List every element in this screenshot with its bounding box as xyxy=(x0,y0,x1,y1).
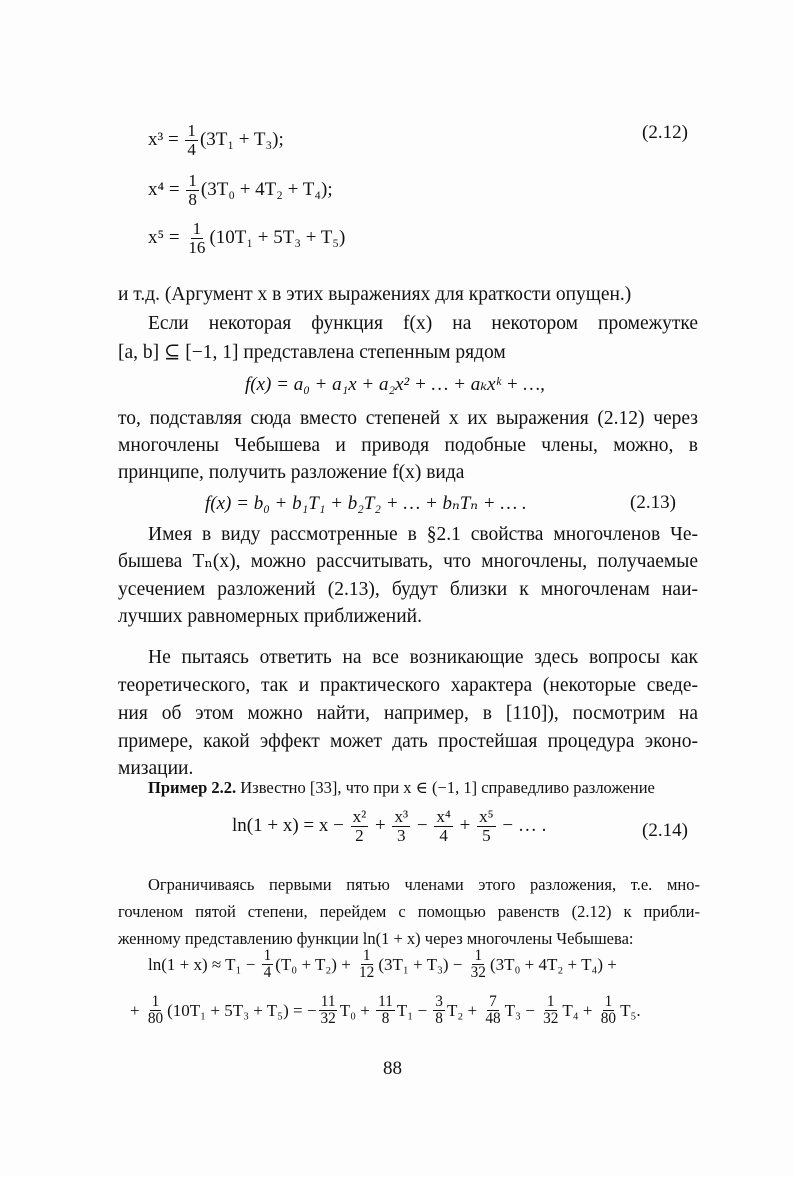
equation-term: x³ = xyxy=(148,129,184,151)
page-number: 88 xyxy=(383,1058,402,1079)
equation-term: + xyxy=(370,815,391,837)
fraction-numerator: x⁴ xyxy=(436,807,451,826)
fraction-denominator: 16 xyxy=(188,237,206,257)
fraction-denominator: 4 xyxy=(187,139,196,159)
fraction xyxy=(483,994,502,1027)
equation-x3 xyxy=(148,122,284,159)
fraction-denominator: 3 xyxy=(397,825,406,845)
fraction-denominator: 8 xyxy=(435,1010,443,1028)
equation-x4 xyxy=(148,172,333,209)
equation-2-13 xyxy=(205,492,527,515)
text-line: мизации. xyxy=(118,758,194,779)
fraction xyxy=(434,808,453,845)
equation-number: (2.14) xyxy=(642,820,688,841)
equation-term: − … . xyxy=(497,815,547,837)
fraction-denominator: 2 xyxy=(355,825,364,845)
example-text: Известно [33], что при x ∈ (−1, 1] справедливо разложение xyxy=(240,778,655,797)
fraction-numerator: 1 xyxy=(188,171,197,190)
equation-number: (2.13) xyxy=(630,492,676,513)
text-line: усечением разложений (2.13), будут близки к многочленам наи- xyxy=(118,579,698,600)
equation-final-line-1 xyxy=(148,948,617,981)
equation-x5 xyxy=(148,220,345,257)
equation-term: T₁ − xyxy=(396,1000,432,1020)
text-line: принципе, получить разложение f(x) вида xyxy=(118,462,465,483)
equation-term: − xyxy=(412,815,433,837)
fraction-numerator: 1 xyxy=(362,947,371,964)
fraction-denominator: 48 xyxy=(485,1010,501,1028)
fraction xyxy=(376,994,395,1027)
text-line: то, подставляя сюда вместо степеней x их выражения (2.12) через xyxy=(118,408,698,429)
fraction-denominator: 32 xyxy=(320,1010,336,1028)
text-line: [a, b] ⊆ [−1, 1] представлена степенным рядом xyxy=(118,342,506,363)
fraction xyxy=(541,994,560,1027)
text-line: гочленом пятой степени, перейдем с помощью равенств (2.12) к прибли- xyxy=(118,902,700,921)
fraction xyxy=(392,808,410,845)
equation-term: (10T₁ + 5T₃ + T₅) = − xyxy=(167,1000,317,1020)
equation-number: (2.12) xyxy=(642,122,688,143)
equation-term: x⁴ = xyxy=(148,179,185,201)
fraction-denominator: 80 xyxy=(600,1010,617,1028)
fraction-numerator: 11 xyxy=(378,993,393,1010)
fraction xyxy=(469,948,488,981)
text-line: Имея в виду рассмотренные в §2.1 свойства многочленов Че- xyxy=(148,524,698,545)
text-line: теоретического, так и практического характера (некоторые сведе- xyxy=(118,675,698,696)
equation-term: T₂ + xyxy=(446,1000,482,1020)
equation-term: f(x) = b₀ + b₁T₁ + b₂T₂ + … + bₙTₙ + … . xyxy=(205,493,527,514)
fraction xyxy=(262,948,274,981)
fraction-denominator: 5 xyxy=(482,825,491,845)
equation-term: ln(1 + x) = x − xyxy=(232,815,349,837)
equation-term: (3T₀ + 4T₂ + T₄); xyxy=(200,179,333,201)
text-line: Если некоторая функция f(x) на некотором промежутке xyxy=(148,313,698,334)
text-line: ния об этом можно найти, например, в [110]), посмотрим на xyxy=(118,703,698,724)
text-line: многочлены Чебышева и приводя подобные члены, можно, в xyxy=(118,435,698,456)
fraction xyxy=(351,808,369,845)
fraction-denominator: 4 xyxy=(439,825,448,845)
fraction xyxy=(186,172,199,209)
text-line: и т.д. (Аргумент x в этих выражениях для краткости опущен.) xyxy=(118,284,632,305)
equation-term: x⁵ = xyxy=(148,227,185,249)
fraction-denominator: 4 xyxy=(263,964,272,982)
fraction-denominator: 8 xyxy=(188,189,197,209)
fraction-numerator: 1 xyxy=(604,993,613,1010)
fraction xyxy=(318,994,337,1027)
fraction-numerator: 1 xyxy=(187,121,196,140)
equation-term: (3T₁ + T₃) − xyxy=(378,954,467,974)
equation-term: T₅. xyxy=(620,1000,641,1020)
text-line: примере, какой эффект может дать простейшая процедура эконо- xyxy=(118,731,698,752)
fraction-numerator: 7 xyxy=(489,993,497,1010)
fraction-denominator: 32 xyxy=(543,1010,559,1028)
text-line: лучших равномерных приближений. xyxy=(118,606,422,627)
fraction-numerator: 1 xyxy=(474,947,483,964)
equation-term: ln(1 + x) ≈ T₁ − xyxy=(148,954,260,974)
equation-2-14 xyxy=(232,808,546,845)
example-label: Пример 2.2. xyxy=(148,778,237,797)
equation-term: T₀ + xyxy=(339,1000,375,1020)
fraction-denominator: 8 xyxy=(381,1010,390,1028)
fraction-numerator: x³ xyxy=(394,807,409,826)
equation-series: f(x) = a₀ + a₁x + a₂x² + … + aₖxᵏ + …, xyxy=(245,374,545,395)
equation-term: (T₀ + T₂) + xyxy=(275,954,356,974)
equation-term: + xyxy=(454,815,476,837)
fraction-numerator: 1 xyxy=(151,993,160,1010)
equation-term: (10T₁ + 5T₃ + T₅) xyxy=(209,227,346,249)
equation-term: (3T₀ + 4T₂ + T₄) + xyxy=(489,954,617,974)
fraction xyxy=(599,994,618,1027)
text-line: женному представлению функции ln(1 + x) через многочлены Чебышева: xyxy=(118,929,634,948)
equation-term: (3T₁ + T₃); xyxy=(199,129,284,151)
fraction-numerator: 1 xyxy=(263,947,272,964)
text-line: бышева Tₙ(x), можно рассчитывать, что многочлены, получаемые xyxy=(118,551,698,572)
fraction xyxy=(477,808,496,845)
fraction-numerator: x² xyxy=(352,807,367,826)
fraction-numerator: 11 xyxy=(320,993,336,1010)
example-heading xyxy=(148,775,703,801)
fraction-numerator: 1 xyxy=(192,219,202,238)
text-line: Не пытаясь ответить на все возникающие здесь вопросы как xyxy=(148,647,698,668)
equation-final-line-2 xyxy=(130,994,641,1027)
fraction-numerator: x⁵ xyxy=(479,807,494,826)
equation-term: T₃ − xyxy=(504,1000,540,1020)
fraction-numerator: 1 xyxy=(546,993,555,1010)
fraction xyxy=(433,994,445,1027)
text-line: Ограничиваясь первыми пятью членами этого разложения, т.е. мно- xyxy=(148,875,700,894)
fraction xyxy=(146,994,165,1027)
fraction xyxy=(185,122,198,159)
fraction-denominator: 80 xyxy=(147,1010,164,1028)
fraction xyxy=(357,948,376,981)
equation-term: T₄ + xyxy=(562,1000,597,1020)
fraction-numerator: 3 xyxy=(435,993,443,1010)
fraction-denominator: 12 xyxy=(359,964,375,982)
fraction-denominator: 32 xyxy=(470,964,486,982)
equation-term: + xyxy=(130,1000,144,1020)
fraction xyxy=(186,220,207,257)
